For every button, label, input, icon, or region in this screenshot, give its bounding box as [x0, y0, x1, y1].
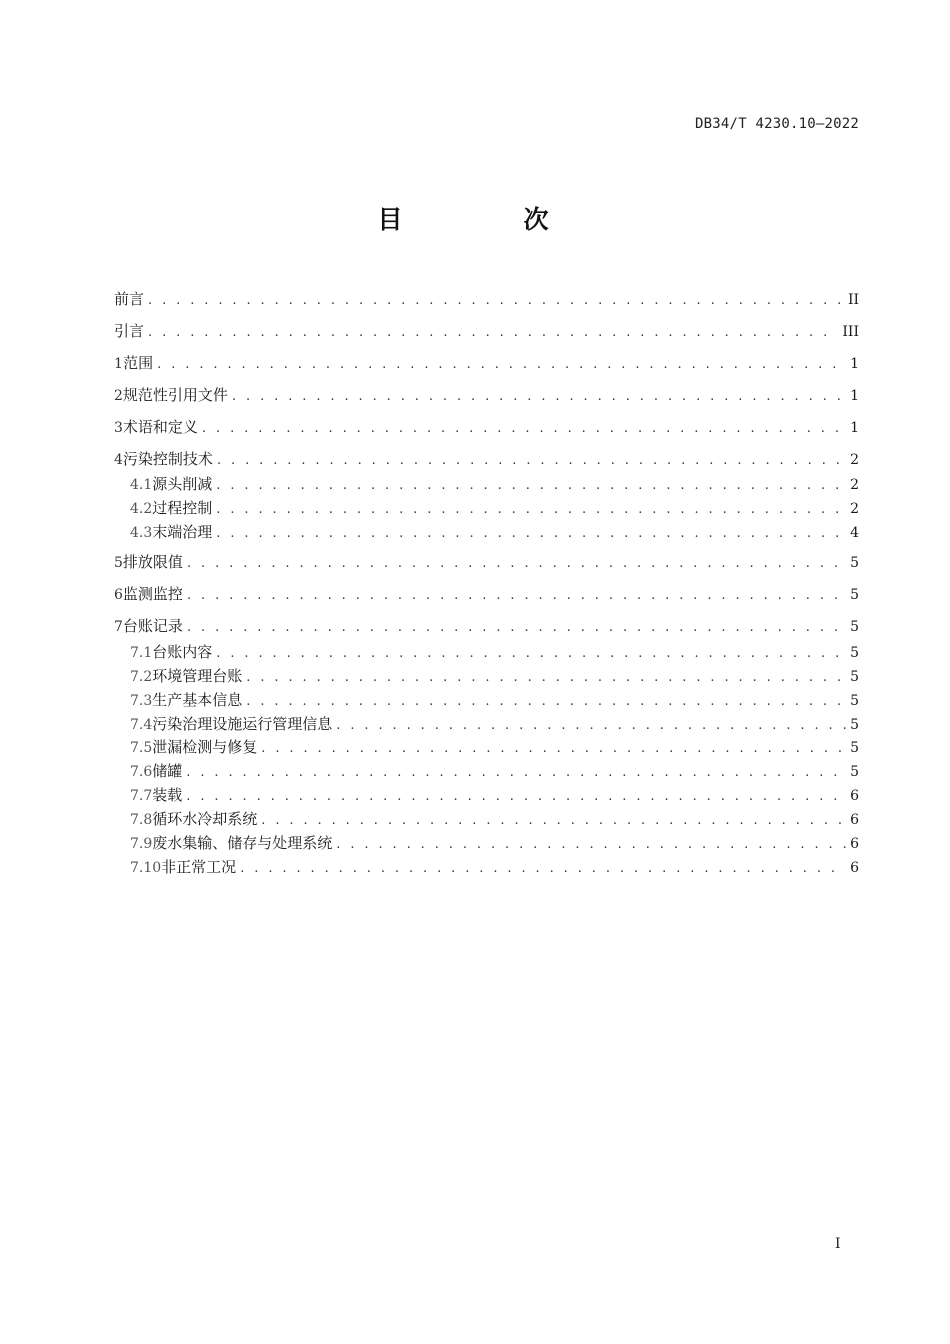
toc-entry-label: 规范性引用文件: [122, 386, 228, 404]
dot-leader: [261, 738, 846, 760]
toc-entry-label: 储罐: [152, 762, 183, 780]
toc-entry-number: 7.1: [130, 645, 153, 661]
toc-entry-7-4[interactable]: [130, 713, 859, 735]
dot-leader: [216, 499, 846, 521]
toc-entry-number: 7.5: [130, 740, 153, 756]
dot-leader: [202, 418, 846, 440]
dot-leader: [261, 810, 846, 832]
toc-entry-7-7[interactable]: [130, 784, 859, 806]
toc-entry-page: II: [847, 292, 859, 308]
dot-leader: [240, 858, 846, 880]
toc-entry-page: 2: [850, 452, 859, 468]
dot-leader: [187, 617, 846, 639]
toc-entry-7-5[interactable]: [130, 736, 859, 758]
toc-entry-label: 循环水冷却系统: [152, 810, 258, 828]
dot-leader: [187, 553, 846, 575]
toc-entry-number: 4.2: [130, 501, 153, 517]
toc-entry-3[interactable]: [114, 416, 859, 438]
toc-entry-number: 7.2: [130, 669, 153, 685]
toc-entry-number: 2: [114, 388, 123, 404]
toc-entry-page: 2: [850, 477, 859, 493]
toc-entry-number: 7.4: [130, 717, 153, 733]
page-number: I: [835, 1236, 841, 1252]
toc-entry-1[interactable]: [114, 352, 859, 374]
toc-entry-page: 1: [850, 420, 859, 436]
toc-entry-label: 废水集输、储存与处理系统: [152, 834, 333, 852]
toc-entry-label: 污染治理设施运行管理信息: [152, 715, 333, 733]
toc-entry-page: 6: [850, 788, 859, 804]
toc-entry-4-1[interactable]: [130, 473, 859, 495]
toc-entry-7-2[interactable]: [130, 665, 859, 687]
toc-entry-page: 1: [850, 356, 859, 372]
toc-entry-page: 5: [850, 619, 859, 635]
toc-entry-page: 2: [850, 501, 859, 517]
dot-leader: [216, 523, 846, 545]
toc-entry-number: 7.9: [130, 836, 153, 852]
dot-leader: [186, 762, 846, 784]
toc-entry-label: 泄漏检测与修复: [152, 738, 258, 756]
toc-entry-label: 过程控制: [152, 499, 213, 517]
toc-entry-7[interactable]: [114, 615, 859, 637]
toc-entry-label: 术语和定义: [122, 418, 198, 436]
toc-entry-label: 台账内容: [152, 643, 213, 661]
toc-entry-number: 4: [114, 452, 123, 468]
toc-entry-label: 排放限值: [122, 553, 183, 571]
toc-entry-label: 装载: [152, 786, 183, 804]
toc-entry-page: 1: [850, 388, 859, 404]
toc-entry-page: 5: [850, 764, 859, 780]
toc-entry-page: III: [842, 324, 859, 340]
toc-entry-page: 6: [850, 836, 859, 852]
toc-entry-page: 5: [850, 555, 859, 571]
toc-entry-foreword[interactable]: [114, 288, 859, 310]
toc-entry-number: 7: [114, 619, 123, 635]
dot-leader: [246, 667, 846, 689]
toc-entry-label: 生产基本信息: [152, 691, 243, 709]
toc-entry-label: 范围: [123, 354, 154, 372]
toc-entry-page: 5: [850, 693, 859, 709]
toc-entry-6[interactable]: [114, 583, 859, 605]
toc-entry-introduction[interactable]: [114, 320, 859, 342]
toc-entry-label: 引言: [114, 322, 145, 340]
toc-entry-7-1[interactable]: [130, 641, 859, 663]
toc-entry-page: 5: [850, 645, 859, 661]
toc-entry-number: 7.8: [130, 812, 153, 828]
dot-leader: [336, 715, 846, 737]
dot-leader: [232, 386, 846, 408]
toc-entry-label: 环境管理台账: [152, 667, 243, 685]
toc-entry-number: 6: [114, 587, 123, 603]
dot-leader: [336, 834, 846, 856]
toc-entry-label: 末端治理: [152, 523, 213, 541]
dot-leader: [186, 786, 846, 808]
dot-leader: [148, 322, 838, 344]
toc-entry-2[interactable]: [114, 384, 859, 406]
toc-entry-number: 4.1: [130, 477, 153, 493]
toc-entry-number: 4.3: [130, 525, 153, 541]
toc-entry-number: 3: [114, 420, 123, 436]
page-title: 目 次: [377, 205, 597, 234]
toc-entry-7-9[interactable]: [130, 832, 859, 854]
toc-entry-label: 台账记录: [122, 617, 183, 635]
dot-leader: [246, 691, 846, 713]
toc-entry-label: 污染控制技术: [122, 450, 213, 468]
toc-entry-page: 5: [850, 587, 859, 603]
dot-leader: [217, 450, 846, 472]
toc-entry-page: 6: [850, 860, 859, 876]
toc-entry-7-3[interactable]: [130, 689, 859, 711]
toc-entry-label: 非正常工况: [161, 858, 237, 876]
dot-leader: [157, 354, 846, 376]
toc-entry-5[interactable]: [114, 551, 859, 573]
dot-leader: [187, 585, 846, 607]
toc-entry-page: 4: [850, 525, 859, 541]
toc-entry-page: 6: [850, 812, 859, 828]
toc-entry-number: 5: [114, 555, 123, 571]
toc-entry-7-8[interactable]: [130, 808, 859, 830]
dot-leader: [216, 475, 846, 497]
toc-entry-number: 7.6: [130, 764, 153, 780]
dot-leader: [148, 290, 844, 312]
toc-entry-label: 监测监控: [122, 585, 183, 603]
toc-entry-number: 7.3: [130, 693, 153, 709]
toc-entry-4-2[interactable]: [130, 497, 859, 519]
toc-entry-4-3[interactable]: [130, 521, 859, 543]
toc-entry-label: 前言: [114, 290, 145, 308]
toc-entry-number: 7.7: [130, 788, 153, 804]
toc-entry-page: 5: [850, 717, 859, 733]
toc-entry-number: 7.10: [130, 860, 162, 876]
toc-entry-4[interactable]: [114, 448, 859, 470]
toc-entry-7-6[interactable]: [130, 760, 859, 782]
toc-entry-label: 源头削减: [152, 475, 213, 493]
toc-entry-page: 5: [850, 669, 859, 685]
toc-entry-7-10[interactable]: [130, 856, 859, 878]
toc-entry-page: 5: [850, 740, 859, 756]
toc-entry-number: 1: [114, 356, 123, 372]
document-code: DB34/T 4230.10—2022: [695, 116, 859, 132]
dot-leader: [216, 643, 846, 665]
